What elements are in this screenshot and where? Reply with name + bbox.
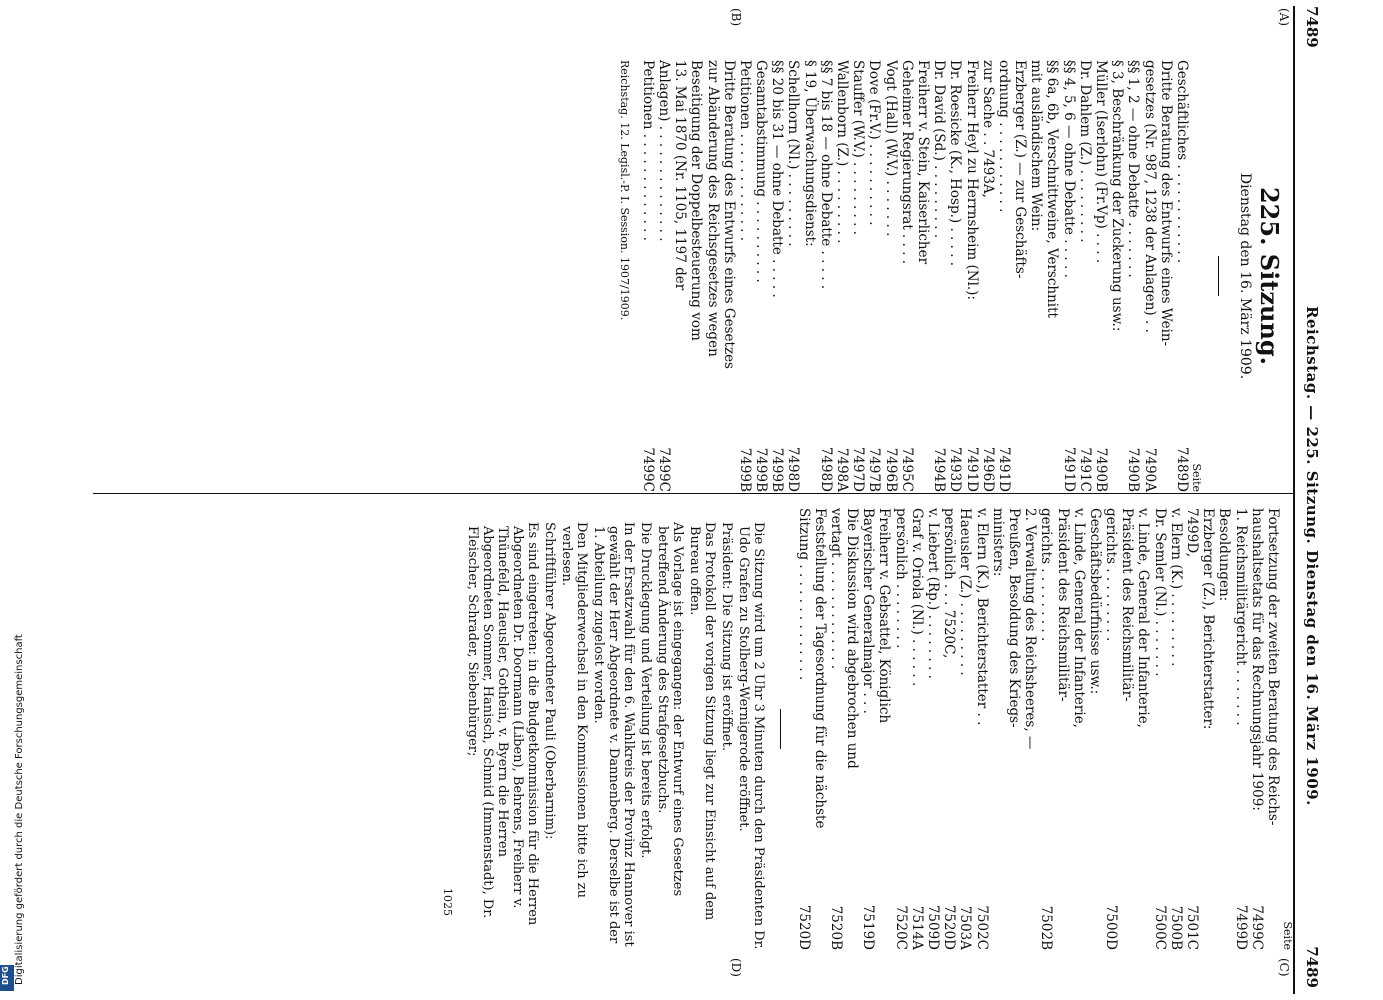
dfg-logo: DFG <box>0 965 14 991</box>
entry-page-ref: 7491D <box>1060 446 1077 492</box>
entry-page-ref: 7519D <box>860 904 877 950</box>
right-toc-entry <box>1022 508 1038 950</box>
entry-text: Gesamtabstimmung . . . . . . . . . . <box>753 60 770 283</box>
entry-page-ref: 7499D <box>1232 904 1249 950</box>
right-toc-entry <box>1135 508 1151 950</box>
session-proceedings <box>465 508 766 950</box>
left-toc-entry <box>915 60 931 492</box>
entry-text: vertagt . . . . . . . . . . . . . <box>827 508 844 670</box>
entry-text: Freiherr Heyl zu Herrnsheim (Nl.): <box>963 60 980 300</box>
left-toc-entry <box>721 60 737 492</box>
left-toc-entry <box>818 60 834 492</box>
margin-letter-d: (D) <box>729 958 743 977</box>
entry-page-ref: 7489D <box>1174 446 1190 492</box>
entry-page-ref: 7490B <box>1125 447 1142 492</box>
running-title: Reichstag. — 225. Sitzung. Dienstag den 16. März 1909. <box>1303 306 1321 806</box>
right-toc-entry <box>1249 508 1265 950</box>
entry-text: Dritte Beratung des Entwurfs eines Gesetzes <box>720 60 737 369</box>
session-title: 225. Sitzung. <box>1255 186 1284 365</box>
left-toc-entry <box>1012 60 1028 492</box>
right-toc-entry <box>1184 508 1200 950</box>
entry-page-ref: 7491C <box>1076 447 1093 492</box>
entry-text: ministers: <box>989 508 1006 577</box>
proceedings-paragraph: Präsident: Die Sitzung ist eröffnet. <box>719 522 735 751</box>
entry-text: Preußen, Besoldung des Kriegs- <box>1006 508 1022 728</box>
table-of-contents-left <box>640 60 1190 492</box>
right-toc-entry <box>973 508 989 950</box>
right-toc-entry <box>795 508 811 950</box>
entry-page-ref: 7499B <box>769 447 786 492</box>
right-toc-entry <box>1168 508 1184 950</box>
left-toc-entry <box>688 60 704 492</box>
left-toc-entry <box>704 60 720 492</box>
digitization-credit <box>0 0 25 1000</box>
left-toc-entry <box>656 60 672 492</box>
proceedings-paragraph: Schriftführer Abgeordneter Pauli (Oberbarnim): <box>542 522 558 840</box>
entry-page-ref: 7494B <box>931 447 948 492</box>
right-toc-entry <box>909 508 925 950</box>
entry-page-ref: 7498D <box>817 446 834 492</box>
right-toc-entry <box>1006 508 1022 950</box>
left-toc-entry <box>785 60 801 492</box>
entry-text: Erzberger (Z.) — zur Geschäfts- <box>1012 60 1029 279</box>
entry-text: Geheimer Regierungsrat . . . . <box>898 60 915 265</box>
right-toc-entry <box>925 508 941 950</box>
right-toc-entry <box>860 508 876 950</box>
proceedings-paragraph: Die Sitzung wird um 2 Uhr 3 Minuten durch den Präsidenten Dr. Udo Grafen zu Stolberg-Wernigerode eröffnet. <box>736 522 767 950</box>
entry-text: Bayerischer Generalmajor . . . <box>860 508 877 714</box>
entry-page-ref: 7491D <box>963 446 980 492</box>
right-toc-entry <box>1216 508 1232 950</box>
entry-page-ref: 7498A <box>834 447 851 492</box>
left-toc-entry <box>882 60 898 492</box>
proceedings-paragraph: In der Ersatzwahl für den 6. Wahlkreis der Provinz Hannover ist gewählt der Herr Abgeordnete v. Dannenberg. Derselbe ist der 1. Abteilung zugelost worden. <box>591 522 637 947</box>
right-toc-entry <box>1265 508 1281 950</box>
right-toc-entry <box>1200 508 1216 950</box>
entry-text: v. Elern (K.), Berichterstatter . . <box>973 508 990 726</box>
left-toc-entry <box>866 60 882 492</box>
left-toc-entry <box>672 60 688 492</box>
entry-page-ref: 7502B <box>1038 905 1055 950</box>
right-toc-entry <box>1038 508 1054 950</box>
right-toc-entry <box>1232 508 1248 950</box>
right-toc-entry <box>876 508 892 950</box>
entry-page-ref: 7498D <box>785 446 802 492</box>
entry-text: §§ 1, 2 — ohne Debatte . . . . . . . <box>1125 60 1142 278</box>
entry-page-ref: 7501C <box>1184 905 1201 950</box>
right-toc-entry <box>844 508 860 950</box>
left-toc-entry <box>1141 60 1157 492</box>
entry-text: Die Diskussion wird abgebrochen und <box>844 508 861 769</box>
entry-page-ref: 7520D <box>941 904 958 950</box>
entry-text: Geschäftliches . . . . . . . . . . . . <box>1174 60 1190 264</box>
entry-page-ref: 7499B <box>736 447 753 492</box>
entry-text: Präsident des Reichsmilitär- <box>1119 508 1136 702</box>
entry-text: Dr. Dahlem (Z.) . . . . . . . . . <box>1076 60 1093 243</box>
left-toc-entry <box>769 60 785 492</box>
entry-page-ref: 7490B <box>1093 447 1110 492</box>
seite-label-right: Seite <box>1281 921 1294 950</box>
proceedings-paragraph: Die Drucklegung und Verteilung ist bereits erfolgt. <box>638 522 654 859</box>
entry-text: zur Abänderung des Reichsgesetzes wegen <box>704 60 721 357</box>
left-toc-entry <box>1125 60 1141 492</box>
left-toc-entry <box>737 60 753 492</box>
right-toc-entry <box>1071 508 1087 950</box>
entry-page-ref: 7497B <box>866 447 883 492</box>
entry-text: Schellhorn (Nl.) . . . . . . . . . <box>785 60 802 247</box>
entry-text: Müller (Iserlohn) (Fr.Vp) . . . . <box>1093 60 1110 264</box>
entry-page-ref: 7503A <box>957 905 974 950</box>
entry-page-ref: 7514A <box>908 905 925 950</box>
entry-text: §§ 7 bis 18 — ohne Debatte . . . . . <box>817 60 834 290</box>
entry-text: Anlagen) . . . . . . . . . . . . . . <box>656 60 672 242</box>
entry-text: gerichts . . . . . . . . . <box>1038 508 1055 642</box>
entry-text: Feststellung der Tagesordnung für die nächste <box>811 508 828 829</box>
entry-text: ordnung . . . . . . . . . . . <box>995 60 1012 213</box>
session-date: Dienstag den 16. März 1909. <box>1237 172 1253 380</box>
left-toc-entry <box>1093 60 1109 492</box>
entry-text: Präsident des Reichsmilitär- <box>1054 508 1071 702</box>
right-toc-entry <box>812 508 828 950</box>
entry-page-ref: 7496D <box>979 446 996 492</box>
left-toc-entry <box>1044 60 1060 492</box>
entry-text: zur Sache . . 7493A, <box>979 60 996 198</box>
left-toc-entry <box>963 60 979 492</box>
right-toc-entry <box>941 508 957 950</box>
entry-page-ref: 7500C <box>1151 905 1168 950</box>
entry-text: Fortsetzung der zweiten Beratung des Reichs- <box>1265 508 1281 826</box>
entry-text: Stauffer (W.V.) . . . . . . . . . <box>850 60 867 236</box>
entry-page-ref: 7499B <box>753 447 770 492</box>
entry-page-ref: 7491D <box>995 446 1012 492</box>
entry-text: 7499D, <box>1184 508 1201 557</box>
entry-text: 1. Reichsmilitärgericht . . . . . . . <box>1232 508 1249 726</box>
seite-label: Seite <box>1190 463 1203 492</box>
entry-page-ref: 7499C <box>639 447 656 492</box>
entry-page-ref: 7520C <box>892 905 909 950</box>
entry-text: §§ 4, 5, 6 — ohne Debatte . . . . . <box>1060 60 1077 278</box>
entry-text: 13. Mai 1870 (Nr. 1105, 1197 der <box>672 60 689 291</box>
entry-page-ref: 7520D <box>795 904 812 950</box>
entry-text: gesetzes (Nr. 987, 1238 der Anlagen) . . <box>1141 60 1158 333</box>
left-footer: Reichstag. 12. Legisl.-P. I. Session. 1907/1909. <box>617 60 631 321</box>
left-toc-entry <box>1077 60 1093 492</box>
proceedings-paragraph: Das Protokoll der vorigen Sitzung liegt zur Einsicht auf dem Bureau offen. <box>687 522 718 921</box>
proceedings-paragraph: Den Mitgliederwechsel in den Kommissionen bitte ich zu verlesen. <box>559 522 590 899</box>
right-footer: 1025 <box>441 888 455 916</box>
entry-text: Freiherr v. Stein, Kaiserlicher <box>915 60 931 265</box>
entry-text: Petitionen . . . . . . . . . . . . . <box>736 60 753 242</box>
left-toc-entry <box>931 60 947 492</box>
left-toc-entry <box>1174 60 1190 492</box>
entry-text: mit ausländischem Wein: <box>1028 60 1045 232</box>
left-toc-entry <box>899 60 915 492</box>
right-toc-entry <box>828 508 844 950</box>
page-number-left: 7489 <box>1303 6 1321 48</box>
left-toc-entry <box>753 60 769 492</box>
entry-page-ref: 7502C <box>973 905 990 950</box>
left-column <box>615 60 1293 492</box>
entry-text: Dr. Semler (Nl.) . . . . . . . <box>1151 508 1168 677</box>
table-of-contents-right <box>795 508 1281 950</box>
left-toc-entry <box>640 60 656 492</box>
right-toc-entry <box>957 508 973 950</box>
entry-text: § 19, Überwachungsdienst: <box>801 60 818 247</box>
entry-text: Beseitigung der Doppelbesteuerung vom <box>688 60 705 341</box>
entry-text: Petitionen . . . . . . . . . . . . . <box>639 60 656 242</box>
entry-text: Wallenborn (Z.) . . . . . . . . . <box>834 60 851 244</box>
entry-text: Freiherr v. Gebsattel, Königlich <box>876 508 893 724</box>
entry-text: v. Linde, General der Infanterie, <box>1070 508 1087 728</box>
entry-text: persönlich . . . . . . . . <box>892 508 909 649</box>
proceedings-paragraph: Als Vorlage ist eingegangen: der Entwurf eines Gesetzes betreffend Änderung des Strafgesetzbuchs. <box>655 522 686 897</box>
entry-text: Geschäftsbedürfnisse usw.: <box>1086 508 1103 695</box>
left-toc-entry <box>850 60 866 492</box>
column-divider <box>93 493 1293 494</box>
entry-text: v. Linde, General der Infanterie, <box>1135 508 1152 728</box>
entry-page-ref: 7499C <box>1248 905 1265 950</box>
entry-page-ref: 7495C <box>898 447 915 492</box>
left-toc-entry <box>1158 60 1174 492</box>
left-toc-entry <box>1061 60 1077 492</box>
margin-letter-c: (C) <box>1277 958 1291 977</box>
entry-page-ref: 7520B <box>827 905 844 950</box>
entry-page-ref: 7500B <box>1167 905 1184 950</box>
left-toc-entry <box>1109 60 1125 492</box>
title-separator <box>1218 256 1219 296</box>
right-toc-entry <box>990 508 1006 950</box>
entry-text: 2. Verwaltung des Reichsheeres, — <box>1022 508 1039 750</box>
right-toc-entry <box>1152 508 1168 950</box>
entry-text: Dr. Roesicke (K., Hosp.) . . . . . <box>947 60 964 267</box>
entry-text: §§ 20 bis 31 — ohne Debatte . . . . . <box>769 60 786 298</box>
left-toc-entry <box>802 60 818 492</box>
right-toc-entry <box>1119 508 1135 950</box>
right-toc-entry <box>893 508 909 950</box>
entry-page-ref: 7500D <box>1103 904 1120 950</box>
entry-page-ref: 7490A <box>1141 447 1158 492</box>
entry-page-ref: 7499C <box>656 447 672 492</box>
left-toc-entry <box>1028 60 1044 492</box>
entry-text: gerichts . . . . . . . . . <box>1103 508 1120 642</box>
page-header <box>1299 6 1321 994</box>
section-separator <box>780 709 781 749</box>
right-toc-entry <box>1103 508 1119 950</box>
proceedings-paragraph: Es sind eingetreten: in die Budgetkommission für die Herren Abgeordneten Dr. Doormann (Liben), Behrens, Freiherr v. Thünefeld, Haeusler, Gothein, v. Byern die Herren Abgeordneten Sommer, Hanisch, Schmid (Immenstadt), Dr. Fleischer, Schrader, Siebenbürger; <box>465 522 541 926</box>
page-number-right: 7489 <box>1303 946 1321 988</box>
entry-text: Vogt (Hall) (W.V.) . . . . . . . <box>882 60 899 237</box>
right-column <box>439 508 1295 950</box>
entry-text: persönlich . . . 7520C, <box>941 508 958 659</box>
entry-text: Besoldungen: <box>1216 508 1233 602</box>
right-toc-entry <box>1054 508 1070 950</box>
entry-page-ref: 7497D <box>850 446 867 492</box>
entry-text: v. Liebert (Rp.) . . . . . . . . <box>925 508 942 679</box>
entry-text: haushaltsetats für das Rechnungsjahr 1909: <box>1248 508 1265 811</box>
left-toc-entry <box>947 60 963 492</box>
margin-letter-b: (B) <box>729 8 743 27</box>
credit-text: Digitalisierung gefördert durch die Deutsche Forschungsgemeinschaft <box>14 634 25 985</box>
entry-text: Erzberger (Z.), Berichterstatter: <box>1200 508 1217 730</box>
entry-page-ref: 7493D <box>947 446 964 492</box>
entry-text: Graf v. Oriola (Nl.) . . . . . . <box>908 508 925 687</box>
entry-text: Haeusler (Z.) . . . . . . . . . <box>957 508 974 676</box>
margin-letter-a: (A) <box>1277 8 1291 27</box>
right-toc-entry <box>1087 508 1103 950</box>
entry-text: Dove (Fr.V.) . . . . . . . . . . <box>866 60 883 226</box>
left-toc-entry <box>980 60 996 492</box>
entry-page-ref: 7496B <box>882 447 899 492</box>
entry-text: Dritte Beratung des Entwurfs eines Wein- <box>1157 60 1174 347</box>
entry-text: Sitzung . . . . . . . . . . . . . . <box>795 508 812 681</box>
left-toc-entry <box>996 60 1012 492</box>
left-toc-entry <box>834 60 850 492</box>
entry-page-ref: 7509D <box>925 904 942 950</box>
entry-text: Dr. David (Sd.) . . . . . . . . . <box>931 60 948 239</box>
entry-text: § 3, Beschränkung der Zuckerung usw.: <box>1109 60 1126 332</box>
entry-text: v. Elern (K.) . . . . . . . . . <box>1167 508 1184 667</box>
entry-text: §§ 6a, 6b, Verschnittweine, Verschnitt <box>1044 60 1061 318</box>
